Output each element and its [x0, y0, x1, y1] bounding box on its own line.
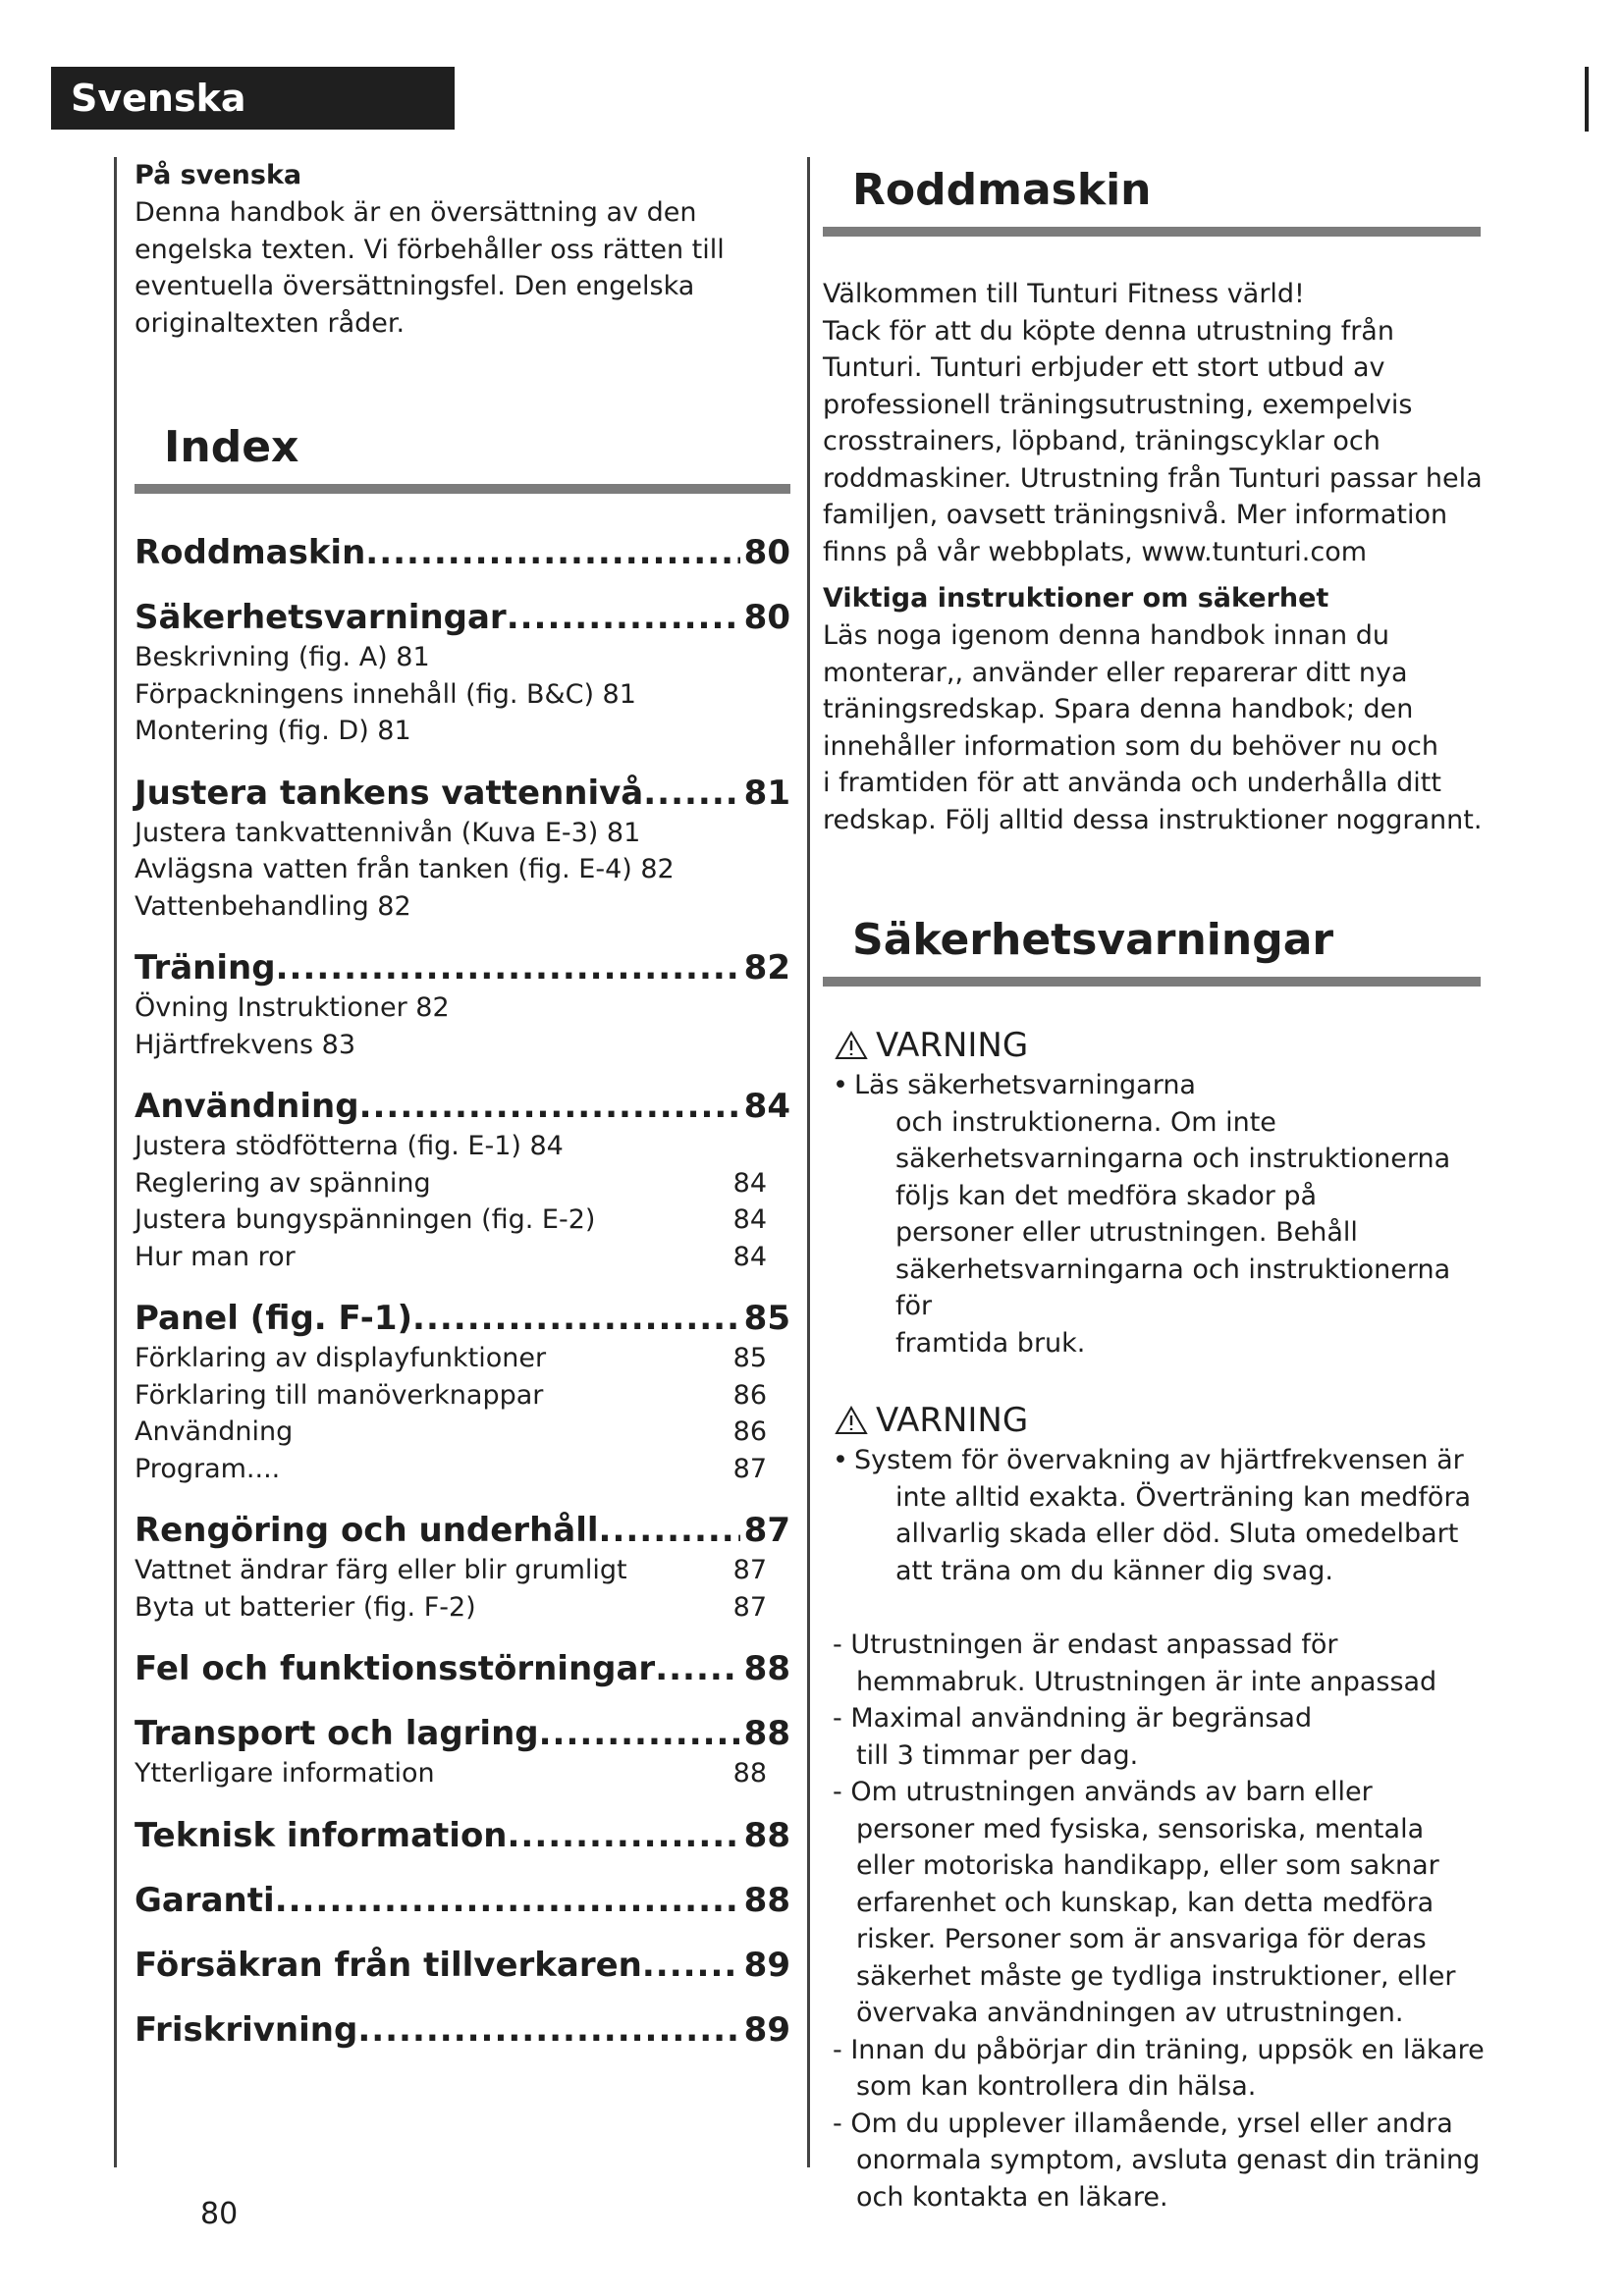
toc-leader-dots: [275, 1879, 740, 1922]
page-number: 80: [200, 2197, 239, 2231]
safety-item-line: till 3 timmar per dag.: [856, 1739, 1139, 1771]
toc-sub-page: 87: [732, 1453, 767, 1484]
intro-line: Denna handbok är en översättning av den: [135, 197, 697, 228]
toc-main-entry: [135, 1879, 790, 1922]
safety-item-line: personer med fysiska, sensoriska, mentala: [856, 1813, 1425, 1844]
safety-list-item: [823, 1774, 1490, 2032]
warning-bullet: [823, 1067, 1490, 1104]
text-line: familjen, oavsett träningsnivå. Mer information: [823, 500, 1448, 530]
toc-leader-dots: [412, 1297, 740, 1340]
toc-sub-page: 85: [732, 1343, 767, 1373]
toc-sub-title: Förklaring av displayfunktioner: [135, 1343, 547, 1373]
toc-page: 87: [743, 1511, 790, 1550]
toc-page: 88: [743, 1815, 790, 1855]
toc-sub-title: Byta ut batterier (fig. F-2): [135, 1591, 476, 1623]
warning-line: att träna om du känner dig svag.: [895, 1555, 1333, 1586]
toc-title: Friskrivning: [135, 2009, 358, 2050]
toc-section: [135, 1944, 790, 1987]
intro-line: originaltexten råder.: [135, 307, 406, 339]
text-line: finns på vår webbplats, www.tunturi.com: [823, 536, 1368, 567]
intro-line: engelska texten. Vi förbehåller oss rätten till: [135, 234, 725, 265]
toc-main-entry: [135, 772, 790, 815]
toc-sub-page: 88: [732, 1758, 767, 1789]
toc-title: Försäkran från tillverkaren: [135, 1945, 642, 1985]
toc-sub-title: Reglering av spänning: [135, 1167, 431, 1199]
toc-sub-entry: Justera tankvattennivån (Kuva E-3) 81: [135, 817, 641, 848]
toc-leader-dots: [508, 1814, 740, 1857]
warning-line: säkerhetsvarningarna och instruktionerna: [895, 1144, 1451, 1174]
toc-sub-entry: Hjärtfrekvens 83: [135, 1029, 356, 1060]
toc-leader-dots: [539, 1712, 740, 1755]
toc-page: 88: [743, 1714, 790, 1753]
warnings: [823, 1024, 1490, 1589]
safety-item-line: och kontakta en läkare.: [856, 2181, 1168, 2213]
toc-sub-entry: [135, 1755, 767, 1792]
language-tab: Svenska: [51, 67, 455, 130]
toc-leader-dots: [655, 1647, 739, 1690]
text-line: redskap. Följ alltid dessa instruktioner noggrannt.: [823, 804, 1483, 835]
toc-sub-title: Förklaring till manöverknappar: [135, 1379, 544, 1411]
toc-main-entry: [135, 1712, 790, 1755]
toc-main-entry: [135, 1944, 790, 1987]
toc-main-entry: [135, 531, 790, 574]
toc-sub-title: Justera bungyspänningen (fig. E-2): [135, 1204, 596, 1235]
toc-title: Justera tankens vattennivå: [135, 773, 644, 813]
toc-section: [135, 2008, 790, 2052]
index-heading: [135, 422, 802, 494]
bullet-icon: •: [833, 1070, 848, 1100]
bullet-icon: •: [833, 1445, 848, 1475]
toc-section: [135, 596, 790, 750]
safety-heading-text: Säkerhetsvarningar: [852, 915, 1334, 965]
toc-sub-page: 87: [732, 1555, 767, 1585]
toc-sub-entry: [135, 1239, 767, 1276]
toc-sub-entry: Vattenbehandling 82: [135, 890, 411, 922]
text-line: Tunturi. Tunturi erbjuder ett stort utbud av: [823, 352, 1385, 383]
toc-page: 85: [743, 1299, 790, 1338]
toc-leader-dots: [643, 772, 739, 815]
toc-sub-title: Hur man ror: [135, 1241, 296, 1272]
toc-page: 81: [743, 773, 790, 813]
safety-item-line: säkerhet måste ge tydliga instruktioner, eller: [856, 1960, 1456, 1992]
warning-line: inte alltid exakta. Överträning kan medföra: [895, 1481, 1472, 1513]
toc-main-entry: [135, 1647, 790, 1690]
toc-main-entry: [135, 946, 790, 989]
warning-block: [823, 1399, 1490, 1589]
toc-page: 89: [743, 1945, 790, 1985]
toc-leader-dots: [357, 2008, 739, 2052]
warning-icon: [835, 1031, 868, 1060]
warning-block: [823, 1024, 1490, 1362]
heading-underline: [135, 484, 790, 494]
toc-leader-dots: [599, 1509, 740, 1552]
toc-section: [135, 772, 790, 926]
toc-section: [135, 1085, 790, 1275]
toc-title: Rengöring och underhåll: [135, 1511, 599, 1550]
warning-bullet: [823, 1442, 1490, 1479]
intro-line: eventuella översättningsfel. Den engelska: [135, 271, 695, 301]
toc-main-entry: [135, 1814, 790, 1857]
toc-sub-entry: Beskrivning (fig. A) 81: [135, 642, 430, 672]
toc-section: [135, 946, 790, 1063]
toc-page: 82: [743, 948, 790, 988]
toc-sub-entry: [135, 1451, 767, 1488]
index-heading-text: Index: [164, 422, 299, 472]
toc-leader-dots: [359, 1085, 740, 1128]
table-of-contents: [135, 531, 790, 2052]
text-line: roddmaskiner. Utrustning från Tunturi passar hela: [823, 462, 1483, 494]
text-line: träningsredskap. Spara denna handbok; den: [823, 694, 1414, 724]
toc-title: Teknisk information: [135, 1815, 508, 1855]
toc-sub-page: 87: [732, 1591, 767, 1623]
toc-section: [135, 1647, 790, 1690]
safety-list: [823, 1627, 1490, 2216]
warning-label: VARNING: [876, 1401, 1029, 1440]
warning-label: VARNING: [876, 1026, 1029, 1065]
safety-item-line: eller motoriska handikapp, eller som saknar: [856, 1850, 1439, 1881]
toc-sub-entry: [135, 1201, 767, 1239]
safety-item-line: som kan kontrollera din hälsa.: [856, 2071, 1257, 2102]
toc-page: 88: [743, 1880, 790, 1920]
text-line: Välkommen till Tunturi Fitness värld!: [823, 279, 1305, 309]
warning-first-line: System för övervakning av hjärtfrekvensen är: [854, 1445, 1464, 1475]
safety-list-item: [823, 1627, 1490, 1700]
toc-sub-entry: [135, 1414, 767, 1451]
heading-underline: [823, 227, 1481, 237]
toc-sub-title: Vattnet ändrar färg eller blir grumligt: [135, 1555, 627, 1585]
toc-sub-entry: [135, 1340, 767, 1377]
corner-mark: [1585, 67, 1589, 132]
toc-main-entry: [135, 1509, 790, 1552]
toc-section: [135, 531, 790, 574]
toc-title: Träning: [135, 948, 276, 988]
toc-title: Panel (fig. F-1): [135, 1299, 413, 1338]
toc-page: 89: [743, 2009, 790, 2050]
toc-sub-entry: [135, 1165, 767, 1202]
warning-line: och instruktionerna. Om inte: [895, 1106, 1276, 1138]
toc-main-entry: [135, 1297, 790, 1340]
safety-item-line: - Maximal användning är begränsad: [833, 1703, 1313, 1734]
safety-heading: [823, 915, 1490, 987]
toc-section: [135, 1814, 790, 1857]
warning-line: allvarlig skada eller död. Sluta omedelbart: [895, 1519, 1459, 1549]
toc-leader-dots: [507, 596, 740, 639]
safety-item-line: hemmabruk. Utrustningen är inte anpassad: [856, 1666, 1437, 1697]
left-column-rule: [114, 157, 117, 2167]
toc-sub-entry: [135, 1589, 767, 1627]
toc-leader-dots: [365, 531, 739, 574]
text-line: innehåller information som du behöver nu och: [823, 730, 1438, 762]
safety-item-line: erfarenhet och kunskap, kan detta medföra: [856, 1887, 1435, 1918]
safety-list-item: [823, 2032, 1490, 2106]
safety-item-line: - Innan du påbörjar din träning, uppsök en läkare: [833, 2034, 1485, 2065]
toc-sub-entry: Förpackningens innehåll (fig. B&C) 81: [135, 678, 636, 710]
toc-sub-title: Användning: [135, 1416, 294, 1447]
toc-page: 84: [743, 1087, 790, 1126]
toc-title: Transport och lagring: [135, 1714, 539, 1753]
warning-first-line: Läs säkerhetsvarningarna: [854, 1070, 1196, 1100]
toc-sub-page: 84: [732, 1241, 767, 1272]
toc-sub-page: 86: [732, 1416, 767, 1447]
toc-sub-entry: Avlägsna vatten från tanken (fig. E-4) 82: [135, 854, 675, 884]
toc-sub-entry: [135, 1377, 767, 1415]
toc-sub-title: Program....: [135, 1453, 281, 1484]
toc-sub-entry: Justera stödfötterna (fig. E-1) 84: [135, 1131, 564, 1161]
center-column-rule: [807, 157, 810, 2167]
toc-leader-dots: [276, 946, 740, 989]
toc-leader-dots: [642, 1944, 740, 1987]
warning-heading: [823, 1024, 1490, 1067]
safety-item-line: - Utrustningen är endast anpassad för: [833, 1629, 1338, 1660]
toc-main-entry: [135, 1085, 790, 1128]
safety-item-line: onormala symptom, avsluta genast din träning: [856, 2145, 1481, 2175]
toc-page: 88: [743, 1649, 790, 1688]
toc-sub-page: 86: [732, 1379, 767, 1411]
toc-title: Användning: [135, 1087, 359, 1126]
safety-list-item: [823, 1700, 1490, 1774]
toc-title: Säkerhetsvarningar: [135, 598, 507, 637]
heading-underline: [823, 977, 1481, 987]
warning-icon: [835, 1406, 868, 1435]
safety-item-line: risker. Personer som är ansvariga för deras: [856, 1924, 1427, 1954]
toc-sub-page: 84: [732, 1167, 767, 1199]
safety-item-line: - Om utrustningen används av barn eller: [833, 1777, 1373, 1807]
text-line: crosstrainers, löpband, träningscyklar och: [823, 426, 1380, 456]
toc-sub-entry: Övning Instruktioner 82: [135, 992, 450, 1023]
toc-title: Fel och funktionsstörningar: [135, 1649, 656, 1688]
toc-title: Roddmaskin: [135, 533, 366, 572]
warning-line: personer eller utrustningen. Behåll: [895, 1217, 1358, 1248]
toc-section: [135, 1879, 790, 1922]
right-column: [823, 157, 1490, 2216]
text-line: monterar,, använder eller reparerar ditt nya: [823, 657, 1408, 688]
toc-section: [135, 1509, 790, 1626]
toc-main-entry: [135, 2008, 790, 2052]
warning-line: framtida bruk.: [895, 1327, 1086, 1359]
toc-main-entry: [135, 596, 790, 639]
text-line: Läs noga igenom denna handbok innan du: [823, 620, 1390, 651]
roddmaskin-heading-text: Roddmaskin: [852, 165, 1152, 215]
text-line: Tack för att du köpte denna utrustning från: [823, 315, 1394, 347]
safety-item-line: övervaka användningen av utrustningen.: [856, 1998, 1404, 2028]
left-column: [135, 157, 802, 2052]
toc-page: 80: [743, 533, 790, 572]
toc-sub-title: Ytterligare information: [135, 1758, 435, 1789]
toc-page: 80: [743, 598, 790, 637]
toc-sub-page: 84: [732, 1204, 767, 1235]
intro-title: På svenska: [135, 160, 302, 190]
toc-sub-entry: Montering (fig. D) 81: [135, 716, 411, 746]
roddmaskin-heading: [823, 165, 1490, 237]
toc-title: Garanti: [135, 1880, 275, 1920]
warning-line: följs kan det medföra skador på: [895, 1180, 1318, 1211]
text-line: professionell träningsutrustning, exempelvis: [823, 389, 1413, 420]
toc-section: [135, 1712, 790, 1792]
toc-section: [135, 1297, 790, 1487]
text-line: i framtiden för att använda och underhålla ditt: [823, 768, 1441, 798]
welcome-text: [823, 276, 1490, 570]
safety-instructions-title: Viktiga instruktioner om säkerhet: [823, 583, 1329, 614]
warning-heading: [823, 1399, 1490, 1442]
toc-sub-entry: [135, 1552, 767, 1589]
intro-text: [135, 194, 802, 342]
safety-list-item: [823, 2106, 1490, 2216]
safety-instructions-text: [823, 617, 1490, 838]
safety-item-line: - Om du upplever illamående, yrsel eller andra: [833, 2108, 1453, 2139]
warning-line: säkerhetsvarningarna och instruktionerna för: [895, 1254, 1451, 1321]
